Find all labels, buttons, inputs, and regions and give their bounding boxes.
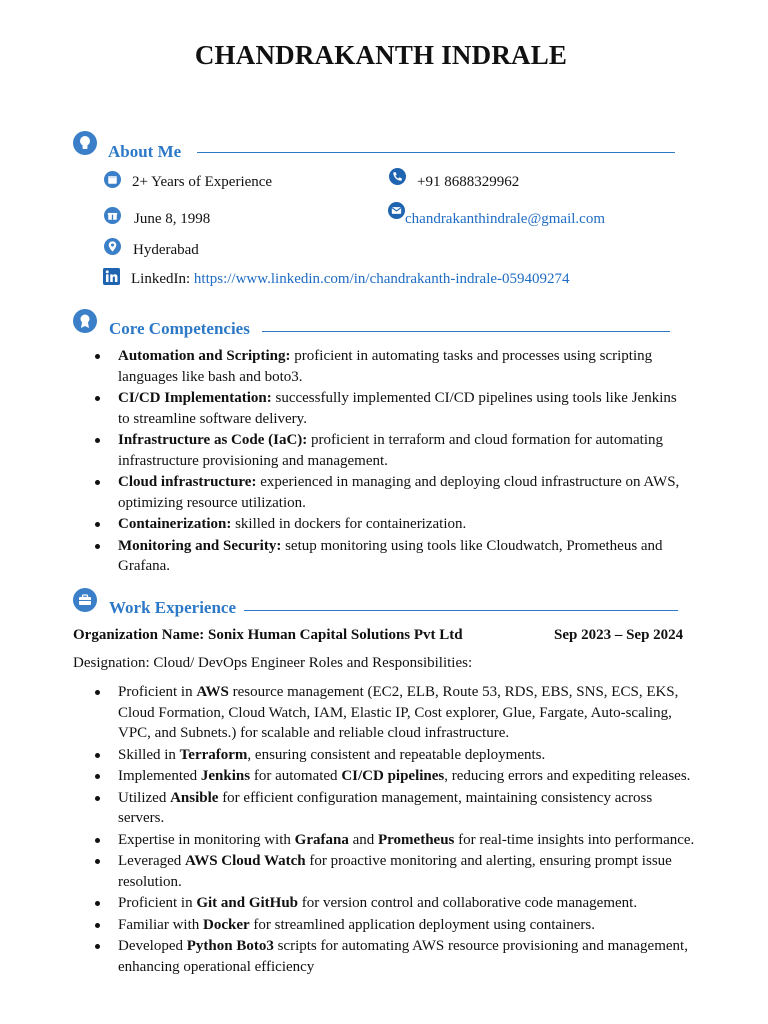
responsibility-text: , reducing errors and expediting releases. [444,768,691,784]
responsibility-text: for version control and collaborative code management. [298,895,638,911]
responsibility-text: for proactive monitoring and alerting, ensuring prompt issue resolution. [118,853,672,890]
responsibility-text: for automated [250,768,342,784]
responsibility-keyword: Python Boto3 [186,938,274,954]
competency-description: experienced in managing and deploying cloud infrastructure on AWS, optimizing resource utilization. [118,474,680,511]
list-item [73,830,695,851]
responsibility-keyword: Terraform [179,746,248,763]
list-item [73,472,691,513]
responsibility-keyword: Git and GitHub [196,895,299,911]
responsibility-text: Leveraged [118,853,186,869]
list-item [73,788,695,829]
list-item [73,745,695,766]
competencies-divider [262,331,670,332]
work-divider [244,610,678,611]
responsibility-text: scripts for automating AWS resource provisioning and management, enhancing operational efficiency [118,938,688,975]
competencies-list [73,346,691,578]
competency-description: skilled in dockers for containerization. [231,516,467,532]
designation-text: Designation: Cloud/ DevOps Engineer Roles and Responsibilities: [73,655,473,671]
competency-name: Monitoring and Security: [118,537,282,554]
email-link[interactable]: chandrakanthindrale@gmail.com [405,211,605,227]
responsibility-keyword: AWS Cloud Watch [185,853,306,869]
responsibility-keyword: CI/CD pipelines [341,768,445,784]
competency-name: Containerization: [118,516,232,532]
responsibility-keyword: AWS [196,684,229,700]
employment-dates: Sep 2023 – Sep 2024 [554,627,684,643]
briefcase-icon [73,588,97,612]
list-item [73,682,695,744]
list-item [73,766,695,787]
responsibility-text: Skilled in [118,746,180,763]
responsibility-text: and [348,831,378,848]
location-icon [104,238,121,255]
list-item [73,936,695,977]
gift-icon [104,207,121,224]
list-item [73,514,691,535]
organization-name: Organization Name: Sonix Human Capital Solutions Pvt Ltd [73,627,463,643]
responsibility-text: Implemented [118,768,201,784]
responsibility-text: Expertise in monitoring with [118,831,295,848]
responsibility-text: for streamlined application deployment using containers. [249,916,595,933]
list-item [73,915,695,936]
list-item [73,536,691,577]
phone-icon [389,168,406,185]
about-divider [197,152,675,153]
responsibility-keyword: Ansible [170,789,219,806]
award-icon [73,309,97,333]
calendar-icon [104,171,121,188]
responsibility-text: Proficient in [118,684,197,700]
competency-description: successfully implemented CI/CD pipelines using tools like Jenkins to streamline software delivery. [118,390,677,427]
competency-description: proficient in terraform and cloud formation for automating infrastructure provisioning and management. [118,432,663,469]
competency-description: proficient in automating tasks and processes using scripting languages like bash and boto3. [118,348,653,385]
linkedin-row [131,271,570,288]
list-item [73,893,695,914]
lightbulb-icon [73,131,97,155]
core-competencies-heading: Core Competencies [109,319,250,338]
responsibility-text: Proficient in [118,895,197,911]
work-experience-heading: Work Experience [109,598,237,617]
responsibilities-list [73,682,695,978]
responsibility-text: for efficient configuration management, maintaining consistency across servers. [118,789,653,826]
responsibility-keyword: Prometheus [378,831,455,848]
responsibility-text: Utilized [118,789,171,806]
competency-name: Infrastructure as Code (IaC): [118,432,308,448]
experience-text: 2+ Years of Experience [132,174,273,190]
responsibility-text: Familiar with [118,916,203,933]
competency-description: setup monitoring using tools like Cloudwatch, Prometheus and Grafana. [118,537,663,574]
responsibility-keyword: Docker [203,916,250,933]
responsibility-text: Developed [118,938,187,954]
competency-name: Automation and Scripting: [118,348,291,364]
about-me-heading: About Me [108,142,182,161]
candidate-name: CHANDRAKANTH INDRALE [194,40,568,70]
phone-text: +91 8688329962 [417,174,520,190]
responsibility-text: resource management (EC2, ELB, Route 53, RDS, EBS, SNS, ECS, EKS, Cloud Formation, Cloud Watch, IAM, Elastic IP, Cost explorer, Glue, Fargate, Auto-scaling, VPC, and Subnets.) for scalable and reliable cloud infrastructure. [118,684,679,741]
responsibility-text: , ensuring consistent and repeatable deployments. [247,746,546,763]
email-icon [388,202,405,219]
linkedin-link[interactable]: https://www.linkedin.com/in/chandrakanth-indrale-059409274 [193,271,570,287]
list-item [73,430,691,471]
linkedin-label: LinkedIn: [131,271,191,287]
competency-name: CI/CD Implementation: [118,390,272,406]
linkedin-icon [103,268,120,285]
list-item [73,851,695,892]
dob-text: June 8, 1998 [134,211,211,227]
responsibility-keyword: Jenkins [200,768,251,784]
list-item [73,346,691,387]
competency-name: Cloud infrastructure: [118,474,257,490]
list-item [73,388,691,429]
responsibility-keyword: Grafana [294,831,349,848]
location-text: Hyderabad [133,242,199,258]
responsibility-text: for real-time insights into performance. [454,831,695,848]
